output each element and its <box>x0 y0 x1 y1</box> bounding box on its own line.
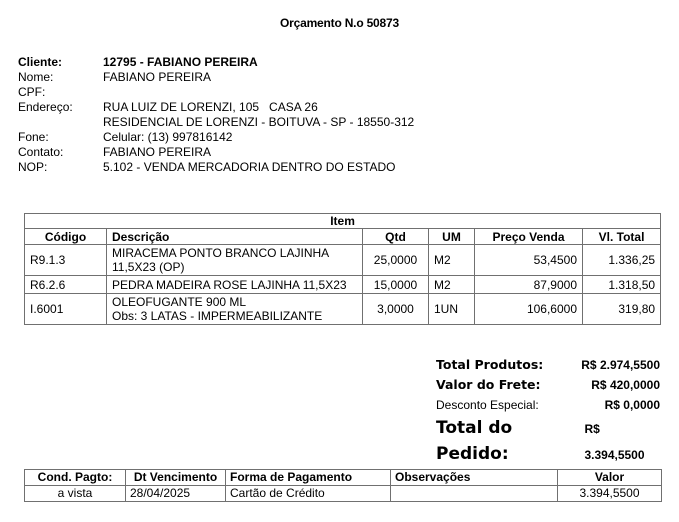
col-header-preco-venda: Preço Venda <box>475 229 583 245</box>
document-title: Orçamento N.o 50873 <box>280 16 399 30</box>
cell-total: 319,80 <box>583 294 661 325</box>
col-header-vl-total: Vl. Total <box>583 229 661 245</box>
totals-block <box>436 355 660 464</box>
items-group-header: Item <box>25 214 661 229</box>
cell-forma-pagamento: Cartão de Crédito <box>226 486 391 502</box>
info-row-endereco <box>18 100 414 115</box>
cell-total: 1.318,50 <box>583 276 661 294</box>
cell-dt-vencimento: 28/04/2025 <box>126 486 226 502</box>
desconto-row <box>436 395 660 415</box>
descricao-line-2: Obs: 3 LATAS - IMPERMEABILIZANTE <box>112 309 323 323</box>
items-table <box>24 213 661 325</box>
col-header-observacoes: Observações <box>391 470 558 486</box>
cell-total: 1.336,25 <box>583 245 661 276</box>
total-pedido-row <box>436 415 660 464</box>
col-header-um: UM <box>429 229 475 245</box>
info-label: CPF: <box>18 85 46 99</box>
info-row-endereco-2 <box>18 115 414 130</box>
cell-qtd: 25,0000 <box>363 245 429 276</box>
cell-observacoes <box>391 486 558 502</box>
info-value: RUA LUIZ DE LORENZI, 105 CASA 26 <box>103 100 318 114</box>
cell-descricao <box>107 245 363 276</box>
cell-codigo: R6.2.6 <box>25 276 107 294</box>
total-pedido-value: R$ 3.394,5500 <box>584 422 645 462</box>
info-row-fone <box>18 130 414 145</box>
cell-qtd: 3,0000 <box>363 294 429 325</box>
payment-header-row <box>25 470 662 486</box>
cell-codigo: I.6001 <box>25 294 107 325</box>
table-row <box>25 294 661 325</box>
valor-frete-value: R$ 420,0000 <box>591 378 660 392</box>
info-row-cliente <box>18 55 414 70</box>
info-value: RESIDENCIAL DE LORENZI - BOITUVA - SP - 18550-312 <box>103 115 415 129</box>
col-header-codigo: Código <box>25 229 107 245</box>
table-row <box>25 276 661 294</box>
col-header-dt-vencimento: Dt Vencimento <box>126 470 226 486</box>
descricao-line-2: 11,5X23 (OP) <box>112 260 185 274</box>
table-row <box>25 245 661 276</box>
info-value: Celular: (13) 997816142 <box>103 130 233 144</box>
cell-cond-pagto: a vista <box>25 486 126 502</box>
info-row-nome <box>18 70 414 85</box>
info-label: NOP: <box>18 160 48 174</box>
cell-um: M2 <box>429 276 475 294</box>
desconto-label: Desconto Especial: <box>436 398 539 412</box>
cell-qtd: 15,0000 <box>363 276 429 294</box>
info-label: Fone: <box>18 130 49 144</box>
total-produtos-label: Total Produtos: <box>436 357 544 372</box>
descricao-line-1: OLEOFUGANTE 900 ML <box>112 295 247 309</box>
valor-frete-label: Valor do Frete: <box>436 377 541 392</box>
payment-table <box>24 469 662 502</box>
client-info-block <box>18 55 414 175</box>
info-label: Cliente: <box>18 55 63 69</box>
info-row-contato <box>18 145 414 160</box>
col-header-valor: Valor <box>558 470 662 486</box>
cell-preco: 87,9000 <box>475 276 583 294</box>
info-label: Nome: <box>18 70 54 84</box>
desconto-value: R$ 0,0000 <box>604 398 660 412</box>
table-row <box>25 486 662 502</box>
info-value: FABIANO PEREIRA <box>103 70 212 84</box>
col-header-cond-pagto: Cond. Pagto: <box>25 470 126 486</box>
cell-um: 1UN <box>429 294 475 325</box>
items-header-row <box>25 229 661 245</box>
descricao-line-1: MIRACEMA PONTO BRANCO LAJINHA <box>112 246 330 260</box>
total-pedido-label: Total do Pedido: <box>436 418 513 464</box>
cell-um: M2 <box>429 245 475 276</box>
info-label: Contato: <box>18 145 64 159</box>
col-header-qtd: Qtd <box>363 229 429 245</box>
cell-descricao <box>107 294 363 325</box>
cell-descricao: PEDRA MADEIRA ROSE LAJINHA 11,5X23 <box>107 276 363 294</box>
info-value: 12795 - FABIANO PEREIRA <box>103 55 258 69</box>
info-label <box>18 115 103 130</box>
cell-codigo: R9.1.3 <box>25 245 107 276</box>
col-header-forma-pagamento: Forma de Pagamento <box>226 470 391 486</box>
info-row-nop <box>18 160 414 175</box>
col-header-descricao: Descrição <box>107 229 363 245</box>
cell-preco: 53,4500 <box>475 245 583 276</box>
total-produtos-row <box>436 355 660 375</box>
info-label: Endereço: <box>18 100 73 114</box>
cell-preco: 106,6000 <box>475 294 583 325</box>
valor-frete-row <box>436 375 660 395</box>
info-value: FABIANO PEREIRA <box>103 145 212 159</box>
cell-valor: 3.394,5500 <box>558 486 662 502</box>
total-produtos-value: R$ 2.974,5500 <box>581 358 660 372</box>
info-value: 5.102 - VENDA MERCADORIA DENTRO DO ESTADO <box>103 160 396 174</box>
info-row-cpf <box>18 85 414 100</box>
